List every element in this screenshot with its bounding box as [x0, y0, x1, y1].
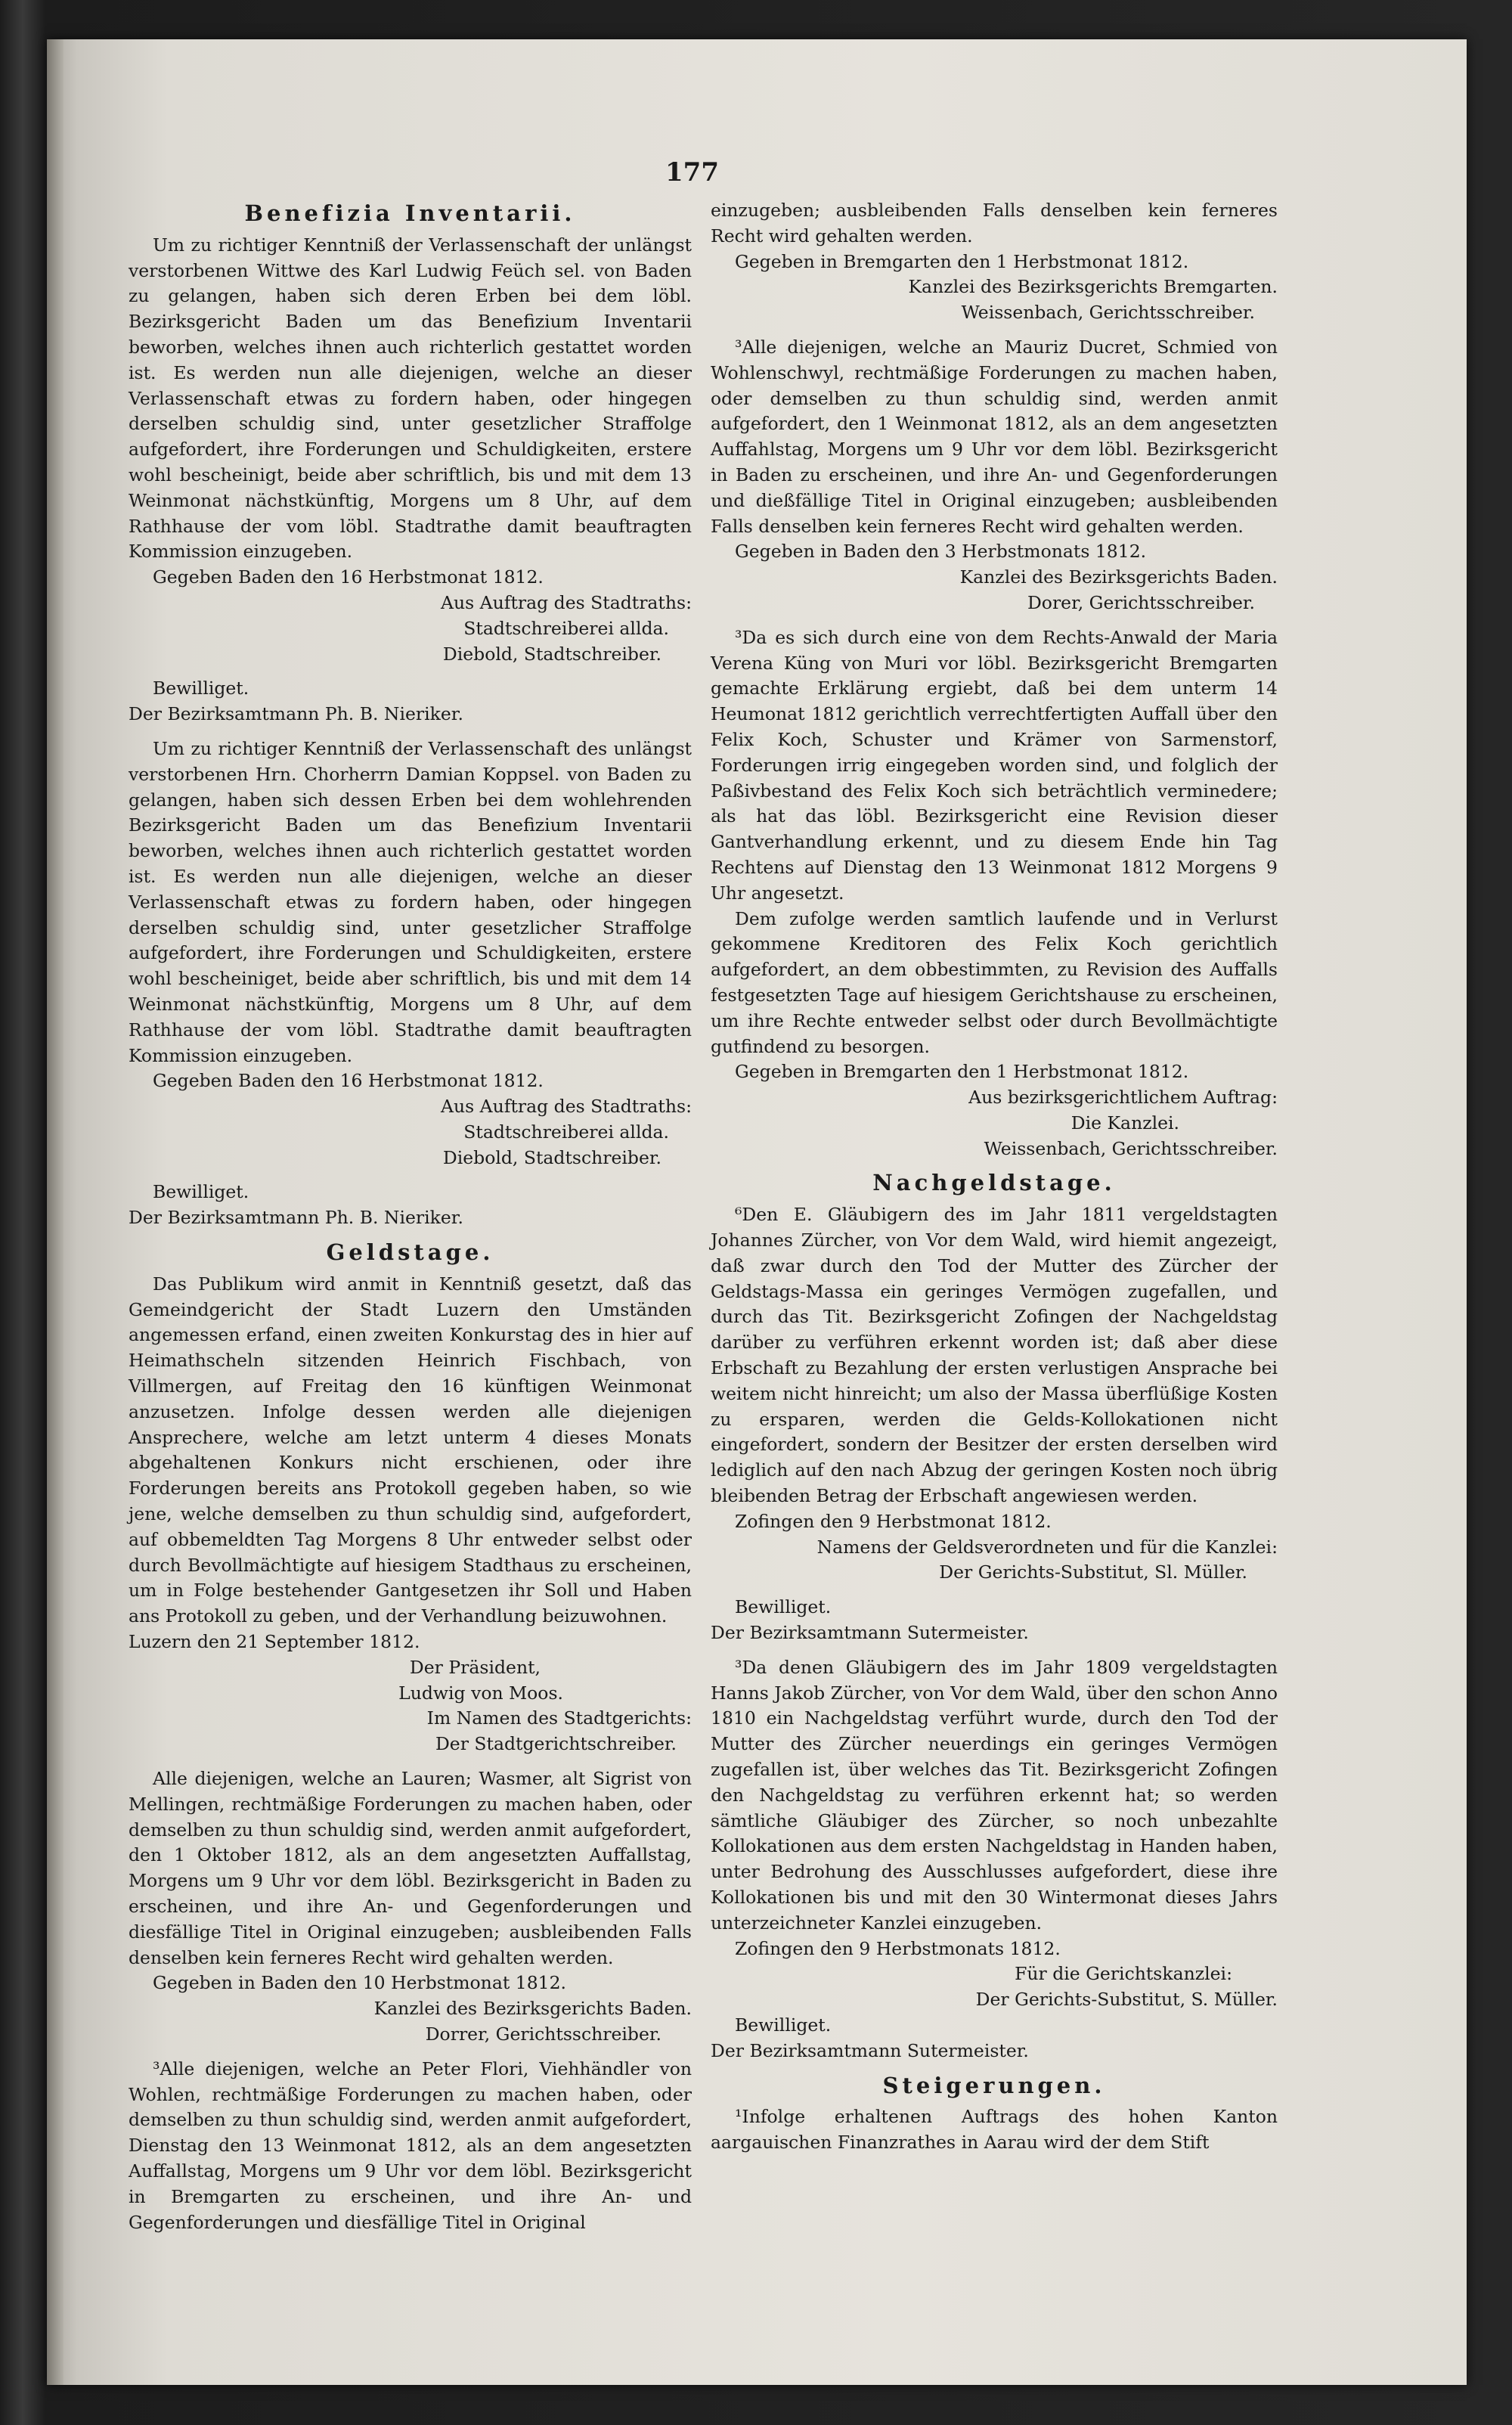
notice-ducret-date: Gegeben in Baden den 3 Herbstmonats 1812.: [735, 541, 1147, 563]
heading-geldstage: Geldstage.: [326, 1239, 494, 1266]
notice-koppsel-sig1: Aus Auftrag des Stadtraths:: [441, 1096, 692, 1118]
notice-feuch-sig1: Aus Auftrag des Stadtraths:: [441, 591, 692, 613]
left-column: [129, 198, 692, 2235]
notice-koppsel-sig2: Stadtschreiberei allda.: [463, 1121, 669, 1143]
notice-wasmer-sig1: Kanzlei des Bezirksgerichts Baden.: [373, 1998, 692, 2020]
notice-hanns-jakob-zuercher-sig2: Der Gerichts-Substitut, S. Müller.: [975, 1989, 1278, 2011]
notice-fischbach: Das Publikum wird anmit in Kenntniß gesetzt, daß das Gemeindgericht der Stadt Luzern den Umständen angemessen erfand, einen zweiten Konkurstag des in hier auf Heimathscheln sitzenden Heinrich Fischbach, von Villmergen, auf Freitag den 16 künftigen Weinmonat anzusetzen. Infolge dessen werden alle diejenigen Ansprechere, welche am letzt unterm 4 dieses Monats abgehaltenen Konkurs nicht erschienen, oder ihre Forderungen bereits ans Protokoll gegeben haben, so wie jene, welche demselben zu thun schuldig sind, aufgefordert, auf obbemeldten Tag Morgens 8 Uhr entweder selbst oder durch Bevollmächtigte auf hiesigem Stadthaus zu erscheinen, um in Folge bestehender Gantgesetzen ihr Soll und Haben ans Protokoll zu geben, und der Verhandlung beizuwohnen.: [129, 1273, 692, 1627]
notice-ducret: ³Alle diejenigen, welche an Mauriz Ducret, Schmied von Wohlenschwyl, rechtmäßige Forderungen zu machen haben, oder demselben zu thun schuldig sind, werden anmit aufgefordert, den 1 Weinmonat 1812, als an dem angesetzten Auffahlstag, Morgens um 9 Uhr vor dem löbl. Bezirksgericht in Baden zu erscheinen, und ihre An- und Gegenforderungen und dießfällige Titel in Original einzugeben; ausbleibenden Falls denselben kein ferneres Recht wird gehalten werden.: [711, 336, 1278, 537]
notice-fischbach-sig4: Der Stadtgerichtschreiber.: [435, 1733, 677, 1755]
notice-fischbach-sig3: Im Namen des Stadtgerichts:: [426, 1707, 692, 1729]
notice-ducret-sig2: Dorer, Gerichtsschreiber.: [1027, 591, 1255, 613]
notice-fischbach-sig2: Ludwig von Moos.: [398, 1682, 563, 1704]
notice-johannes-zuercher-sig2: Der Gerichts-Substitut, Sl. Müller.: [939, 1561, 1247, 1583]
notice-koppsel-official: Der Bezirksamtmann Ph. B. Nieriker.: [129, 1207, 463, 1229]
notice-feuch-sig2: Stadtschreiberei allda.: [463, 617, 669, 639]
notice-feuch-sig3: Diebold, Stadtschreiber.: [442, 643, 662, 665]
notice-koppsel: Um zu richtiger Kenntniß der Verlassenschaft des unlängst verstorbenen Hrn. Chorherrn Damian Koppsel. von Baden zu gelangen, haben sich dessen Erben bei dem wohlehrenden Bezirksgericht Baden um das Benefizium Inventarii beworben, welches ihnen auch richterlich gestattet worden ist. Es werden nun alle diejenigen, welche an dieser Verlassenschaft etwas zu fordern haben, oder hingegen derselben schuldig sind, unter gesetzlicher Straffolge aufgefordert, ihre Forderungen und Schuldigkeiten, erstere wohl bescheiniget, beide aber schriftlich, bis und mit dem 14 Weinmonat nächstkünftig, Morgens um 8 Uhr, auf dem Rathhause der vom löbl. Stadtrathe damit beauftragten Kommission einzugeben.: [129, 737, 692, 1066]
notice-koch-sig3: Weissenbach, Gerichtsschreiber.: [984, 1137, 1278, 1159]
heading-steigerungen: Steigerungen.: [882, 2072, 1106, 2098]
page-number: 177: [665, 157, 719, 188]
notice-wasmer: Alle diejenigen, welche an Lauren; Wasmer, alt Sigrist von Mellingen, rechtmäßige Forderungen zu machen haben, oder demselben zu thun schuldig sind, werden anmit aufgefordert, den 1 Oktober 1812, als an dem angesetzten Auffallstag, Morgens um 9 Uhr vor dem löbl. Bezirksgericht in Baden zu erscheinen, und ihre An- und Gegenforderungen und diesfällige Titel in Original einzugeben; ausbleibenden Falls denselben kein ferneres Recht wird gehalten werden.: [129, 1768, 692, 1968]
notice-koch-date: Gegeben in Bremgarten den 1 Herbstmonat 1812.: [735, 1061, 1189, 1083]
notice-flori-cont: einzugeben; ausbleibenden Falls denselben kein ferneres Recht wird gehalten werden.: [711, 200, 1278, 247]
notice-wasmer-sig2: Dorrer, Gerichtsschreiber.: [425, 2023, 662, 2045]
notice-koppsel-sig3: Diebold, Stadtschreiber.: [442, 1146, 662, 1168]
notice-feuch-approved: Bewilliget.: [153, 678, 249, 699]
notice-flori-sig1: Kanzlei des Bezirksgerichts Bremgarten.: [908, 276, 1278, 298]
notice-hanns-jakob-zuercher-sig1: Für die Gerichtskanzlei:: [1015, 1963, 1232, 1985]
notice-koch-cont: Dem zufolge werden samtlich laufende und in Verlurst gekommene Kreditoren des Felix Koch gerichtlich aufgefordert, an dem obbestimmten, zu Revision des Auffalls festgesetzten Tage auf hiesigem Gerichtshause zu erscheinen, um ihre Rechte entweder selbst oder durch Bevollmächtigte gutfindend zu besorgen.: [711, 907, 1278, 1057]
notice-flori: ³Alle diejenigen, welche an Peter Flori, Viehhändler von Wohlen, rechtmäßige Forderungen zu machen haben, oder demselben zu thun schuldig sind, werden anmit aufgefordert, Dienstag den 13 Weinmonat 1812, als an dem angesetzten Auffallstag, Morgens um 9 Uhr vor dem löbl. Bezirksgericht in Bremgarten zu erscheinen, und ihre An- und Gegenforderungen und diesfällige Titel in Original: [129, 2058, 692, 2233]
notice-fischbach-sig1: Der Präsident,: [409, 1656, 541, 1678]
right-column: [711, 198, 1278, 2156]
notice-hanns-jakob-zuercher-date: Zofingen den 9 Herbstmonats 1812.: [735, 1937, 1061, 1959]
notice-johannes-zuercher-approved: Bewilliget.: [735, 1596, 832, 1618]
notice-koch-sig2: Die Kanzlei.: [1070, 1112, 1179, 1133]
notice-flori-date: Gegeben in Bremgarten den 1 Herbstmonat 1812.: [735, 250, 1189, 272]
notice-johannes-zuercher: ⁶Den E. Gläubigern des im Jahr 1811 vergeldstagten Johannes Zürcher, von Vor dem Wald, wird hiemit angezeigt, daß zwar durch den Tod der Mutter des Zürcher der Geldstags-Massa ein geringes Vermögen zugefallen, und durch das Tit. Bezirksgericht Zofingen der Nachgeldstag darüber zu verführen erkennt worden ist; daß aber diese Erbschaft zu Bezahlung der ersten verlustigen Ansprache bei weitem nicht hinreicht; um also der Massa überflüßige Kosten zu ersparen, werden die Gelds-Kollokationen nicht eingefordert, sondern der Besitzer der ersten derselben wird lediglich auf den nach Abzug der geringen Kosten noch übrig bleibenden Betrag der Erbschaft angewiesen werden.: [711, 1204, 1278, 1507]
notice-koppsel-approved: Bewilliget.: [153, 1181, 249, 1203]
notice-fischbach-date: Luzern den 21 September 1812.: [129, 1631, 420, 1653]
notice-johannes-zuercher-official: Der Bezirksamtmann Sutermeister.: [711, 1622, 1029, 1644]
notice-feuch: Um zu richtiger Kenntniß der Verlassenschaft der unlängst verstorbenen Wittwe des Karl Ludwig Feüch sel. von Baden zu gelangen, haben sich deren Erben bei dem löbl. Bezirksgericht Baden um das Benefizium Inventarii beworben, welches ihnen auch richterlich gestattet worden ist. Es werden nun alle diejenigen, welche an dieser Verlassenschaft etwas zu fordern haben, oder hingegen derselben schuldig sind, unter gesetzlicher Straffolge aufgefordert, ihre Forderungen und Schuldigkeiten, erstere wohl bescheinigt, beide aber schriftlich, bis und mit dem 13 Weinmonat nächstkünftig, Morgens um 8 Uhr, auf dem Rathhause der vom löbl. Stadtrathe damit beauftragten Kommission einzugeben.: [129, 234, 692, 563]
notice-koch: ³Da es sich durch eine von dem Rechts-Anwald der Maria Verena Küng von Muri vor löbl. Bezirksgericht Bremgarten gemachte Erklärung ergiebt, daß bei dem unterm 14 Heumonat 1812 gerichtlich verrechtfertigten Auffall über den Felix Koch, Schuster und Krämer von Sarmenstorf, Forderungen irrig eingegeben worden sind, und folglich der Paßivbestand des Felix Koch sich beträchtlich verminedere; als hat das löbl. Bezirksgericht eine Revision dieser Gantverhandlung erkennt, und zu diesem Ende hin Tag Rechtens auf Dienstag den 13 Weinmonat 1812 Morgens 9 Uhr angesetzt.: [711, 626, 1278, 904]
notice-feuch-official: Der Bezirksamtmann Ph. B. Nieriker.: [129, 703, 463, 725]
notice-johannes-zuercher-sig1: Namens der Geldsverordneten und für die Kanzlei:: [816, 1536, 1278, 1558]
notice-koppsel-date: Gegeben Baden den 16 Herbstmonat 1812.: [153, 1070, 544, 1092]
notice-steigerung: ¹Infolge erhaltenen Auftrags des hohen Kanton aargauischen Finanzrathes in Aarau wird der dem Stift: [711, 2106, 1278, 2154]
notice-hanns-jakob-zuercher-official: Der Bezirksamtmann Sutermeister.: [711, 2039, 1029, 2061]
heading-benefizia: Benefizia Inventarii.: [244, 200, 576, 226]
notice-feuch-date: Gegeben Baden den 16 Herbstmonat 1812.: [153, 566, 544, 588]
page-gutter: [47, 39, 64, 2385]
notice-johannes-zuercher-date: Zofingen den 9 Herbstmonat 1812.: [735, 1510, 1052, 1532]
notice-koch-sig1: Aus bezirksgerichtlichem Auftrag:: [968, 1087, 1278, 1109]
notice-hanns-jakob-zuercher-approved: Bewilliget.: [735, 2014, 832, 2036]
notice-wasmer-date: Gegeben in Baden den 10 Herbstmonat 1812.: [153, 1972, 567, 1994]
notice-flori-sig2: Weissenbach, Gerichtsschreiber.: [961, 302, 1255, 324]
heading-nachgeldstage: Nachgeldstage.: [872, 1170, 1116, 1196]
notice-hanns-jakob-zuercher: ³Da denen Gläubigern des im Jahr 1809 vergeldstagten Hanns Jakob Zürcher, von Vor dem Wald, über den schon Anno 1810 ein Nachgeldstag verführt wurde, durch den Tod der Mutter des Zürcher neuerdings ein geringes Vermögen zugefallen ist, über welches das Tit. Bezirksgericht Zofingen den Nachgeldstag zu verführen erkennt hat; so werden sämtliche Gläubiger des Zürcher, so noch unbezahlte Kollokationen aus dem ersten Nachgeldstag in Handen haben, unter Bedrohung des Ausschlusses aufgefordert, diese ihre Kollokationen bis und mit den 30 Wintermonat dieses Jahrs unterzeichneter Kanzlei einzugeben.: [711, 1656, 1278, 1933]
notice-ducret-sig1: Kanzlei des Bezirksgerichts Baden.: [959, 566, 1278, 588]
